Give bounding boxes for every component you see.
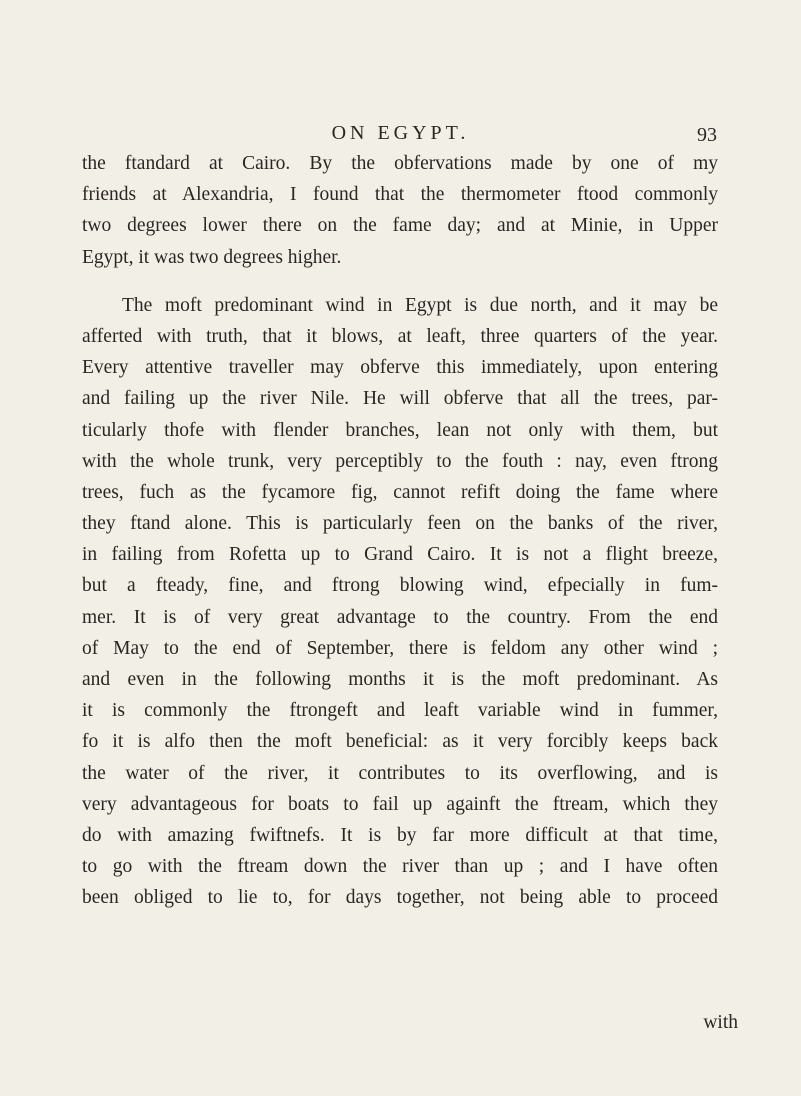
text-line: it is commonly the ftrongeft and leaft variable wind in fummer, bbox=[82, 700, 718, 722]
text-line: been obliged to lie to, for days together, not being able to proceed bbox=[82, 887, 718, 909]
paragraph-gap bbox=[82, 273, 718, 290]
text-line: very advantageous for boats to fail up againft the ftream, which they bbox=[82, 793, 718, 815]
text-line: to go with the ftream down the river than up ; and I have often bbox=[82, 856, 718, 878]
text-line: and failing up the river Nile. He will obferve that all the trees, par- bbox=[82, 388, 718, 410]
text-line: friends at Alexandria, I found that the thermometer ftood commonly bbox=[82, 184, 718, 206]
text-line: do with amazing fwiftnefs. It is by far more difficult at that time, bbox=[82, 824, 718, 846]
text-line: trees, fuch as the fycamore fig, cannot refift doing the fame where bbox=[82, 481, 718, 503]
text-line: fo it is alfo then the moft beneficial: as it very forcibly keeps back bbox=[82, 731, 718, 753]
text-line: the water of the river, it contributes to its overflowing, and is bbox=[82, 762, 718, 784]
text-line: of May to the end of September, there is feldom any other wind ; bbox=[82, 637, 718, 659]
text-line: the ftandard at Cairo. By the obfervations made by one of my bbox=[82, 153, 718, 174]
text-line: The moft predominant wind in Egypt is due north, and it may be bbox=[122, 294, 718, 316]
text-line: mer. It is of very great advantage to the country. From the end bbox=[82, 606, 718, 628]
text-line: afferted with truth, that it blows, at leaft, three quarters of the year. bbox=[82, 325, 718, 347]
catchword: with bbox=[703, 1012, 738, 1033]
text-line: and even in the following months it is the moft predominant. As bbox=[82, 669, 718, 690]
text-line: two degrees lower there on the fame day; and at Minie, in Upper bbox=[82, 215, 718, 237]
text-line: ticularly thofe with flender branches, lean not only with them, but bbox=[82, 419, 718, 441]
running-title: ON EGYPT. bbox=[331, 122, 470, 144]
text-line: they ftand alone. This is particularly feen on the banks of the river, bbox=[82, 513, 718, 535]
text-line: Egypt, it was two degrees higher. bbox=[82, 246, 342, 268]
body-text bbox=[82, 148, 718, 914]
text-line: but a fteady, fine, and ftrong blowing wind, efpecially in fum- bbox=[82, 575, 718, 597]
text-line: Every attentive traveller may obferve this immediately, upon entering bbox=[82, 357, 718, 379]
text-line: with the whole trunk, very perceptibly to the fouth : nay, even ftrong bbox=[82, 450, 718, 472]
text-line: in failing from Rofetta up to Grand Cairo. It is not a flight breeze, bbox=[82, 544, 718, 566]
page-number: 93 bbox=[697, 124, 717, 146]
